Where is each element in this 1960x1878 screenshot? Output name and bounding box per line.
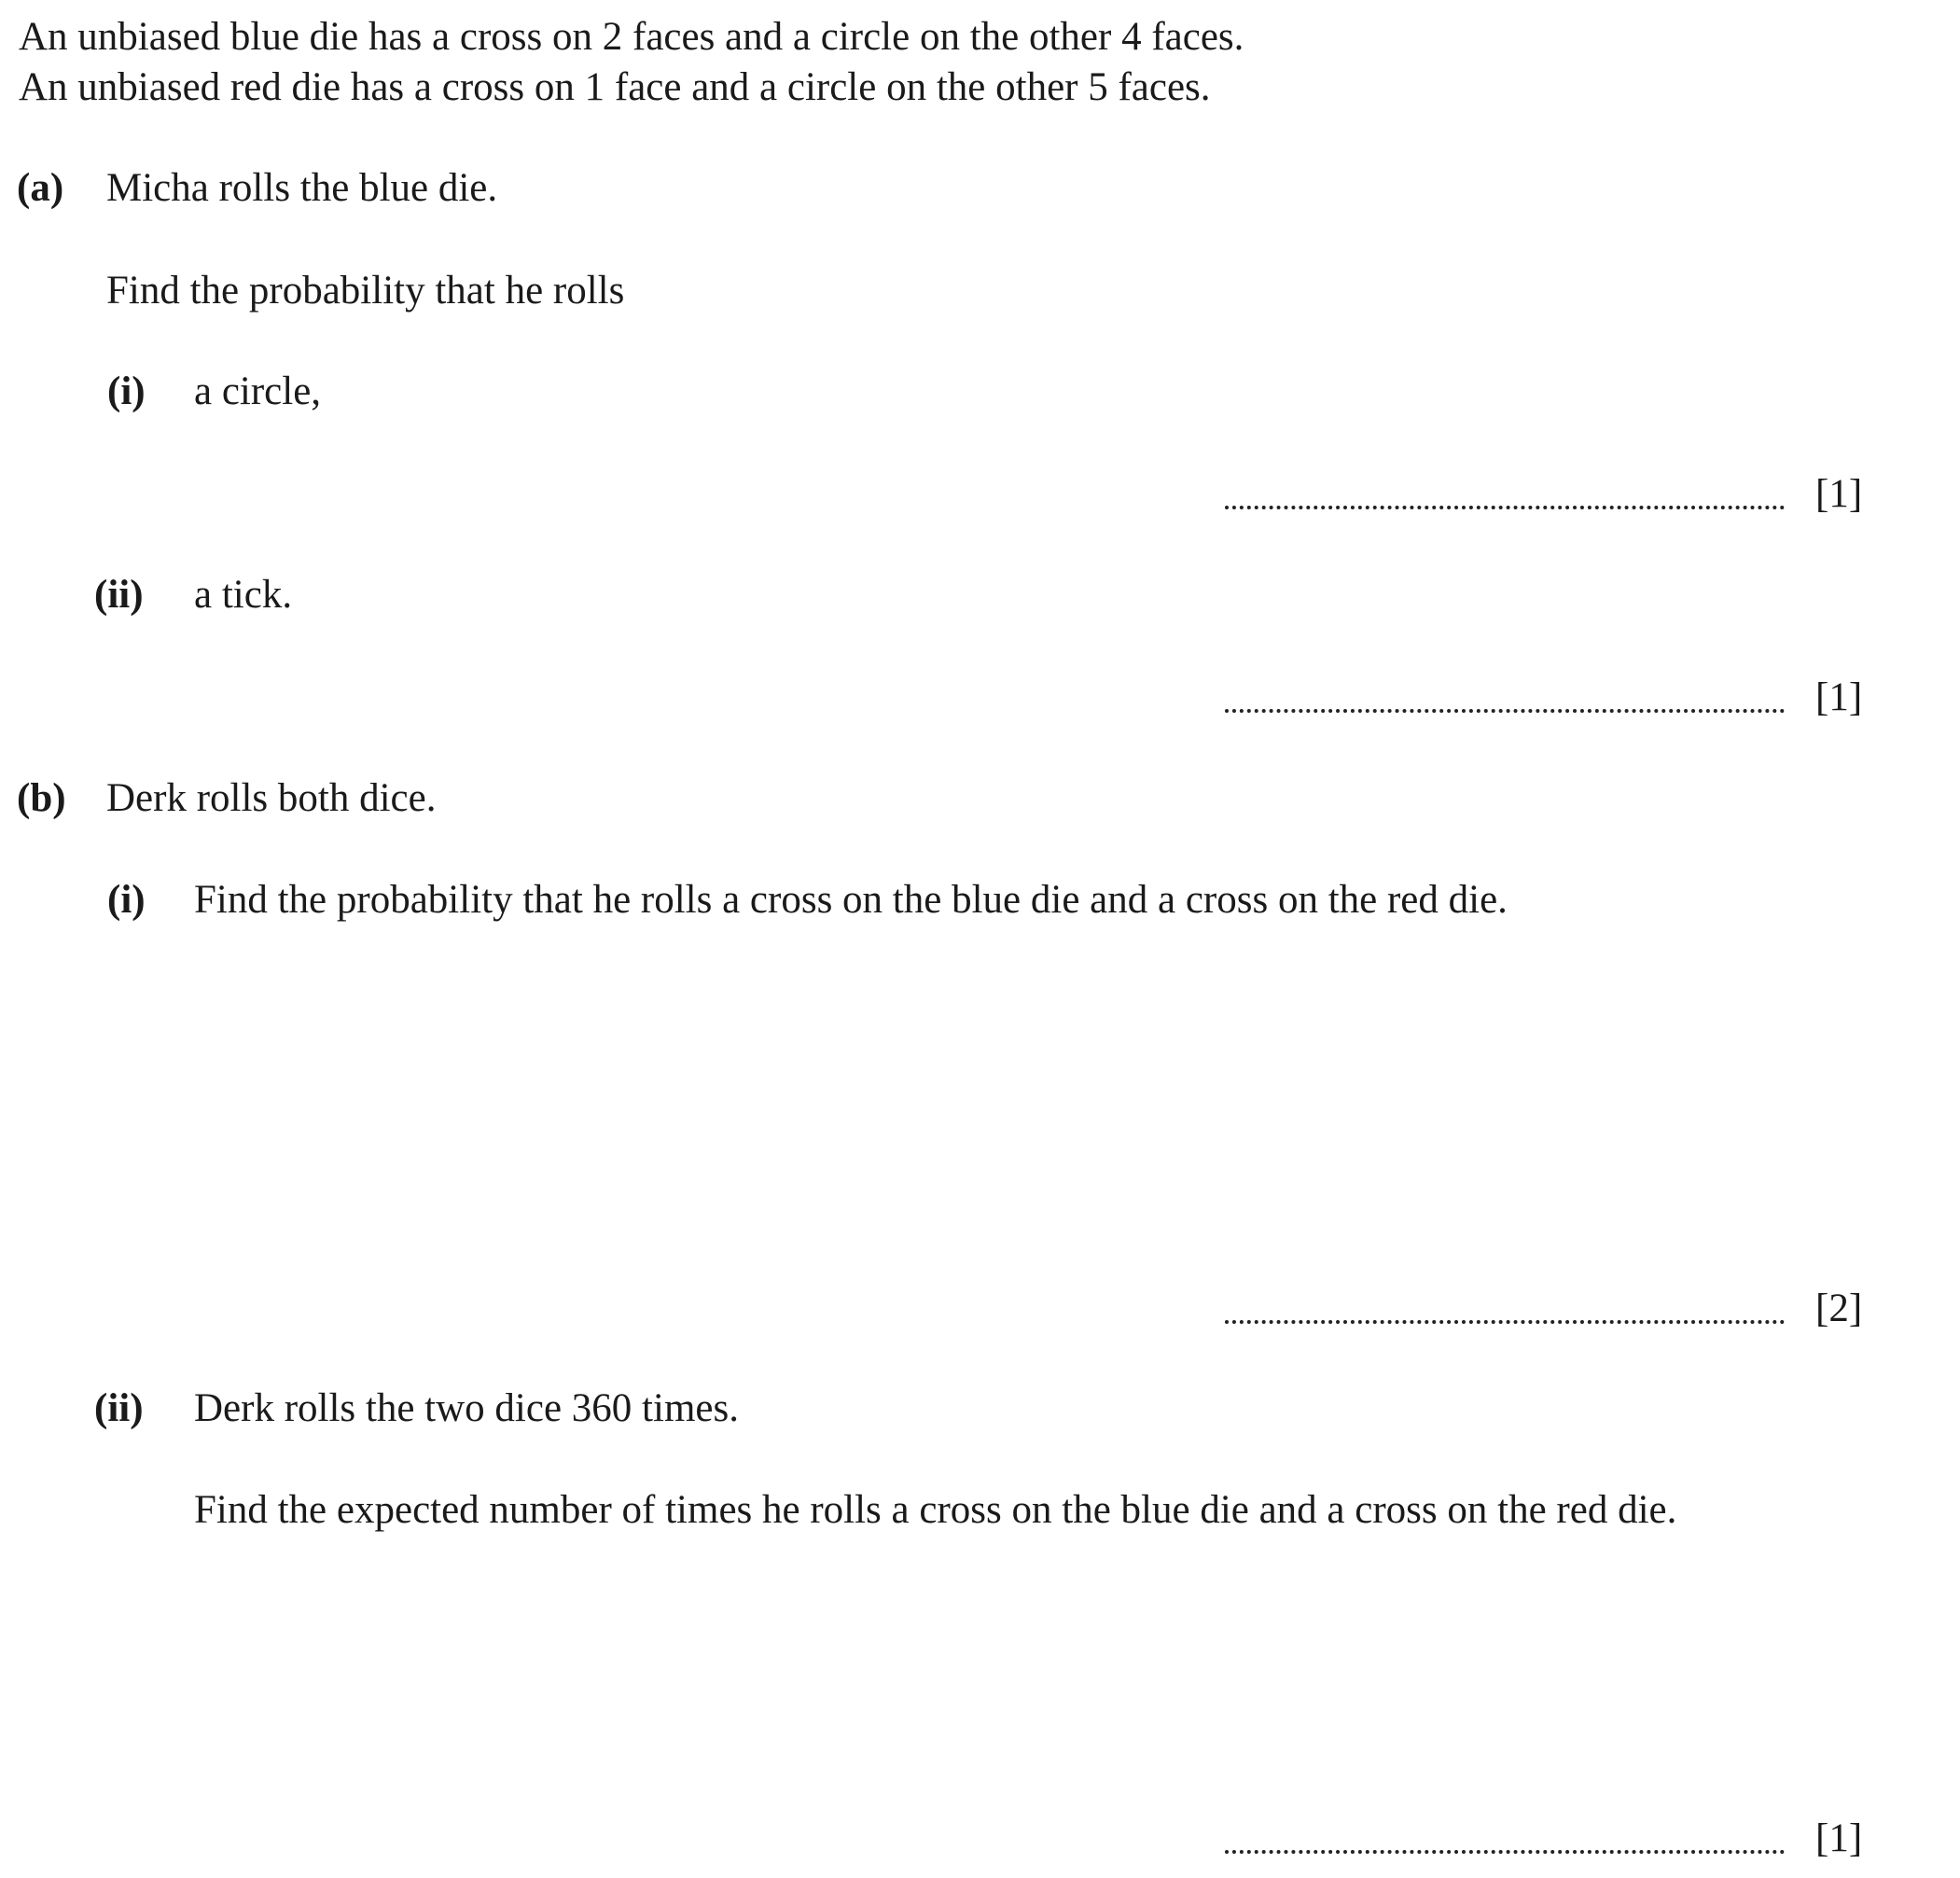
part-b-i-label: (i): [107, 878, 146, 922]
part-a-i-answer-line[interactable]: [1225, 506, 1785, 509]
part-b-label: (b): [17, 776, 66, 820]
part-b-ii-text: Derk rolls the two dice 360 times.: [194, 1386, 739, 1430]
part-b-ii-label: (ii): [94, 1386, 144, 1430]
part-a-i-text: a circle,: [194, 369, 322, 413]
part-a-ii-label: (ii): [94, 573, 144, 617]
part-a-instruction: Find the probability that he rolls: [106, 269, 625, 313]
intro-line-2: An unbiased red die has a cross on 1 face and a circle on the other 5 faces.: [19, 65, 1211, 109]
part-b-i-answer-line[interactable]: [1225, 1320, 1785, 1324]
part-b-ii-answer-line[interactable]: [1225, 1850, 1785, 1854]
part-b-text: Derk rolls both dice.: [106, 776, 437, 820]
part-b-ii-mark: [1]: [1815, 1816, 1863, 1860]
part-a-i-mark: [1]: [1815, 472, 1863, 516]
part-b-ii-instruction: Find the expected number of times he rolls a cross on the blue die and a cross on the red die.: [194, 1488, 1677, 1532]
part-a-text: Micha rolls the blue die.: [106, 166, 498, 210]
part-a-ii-mark: [1]: [1815, 675, 1863, 719]
part-b-i-mark: [2]: [1815, 1287, 1863, 1330]
part-a-label: (a): [17, 166, 64, 210]
part-b-i-text: Find the probability that he rolls a cross on the blue die and a cross on the red die.: [194, 878, 1508, 922]
part-a-ii-text: a tick.: [194, 573, 293, 617]
part-a-ii-answer-line[interactable]: [1225, 709, 1785, 713]
part-a-i-label: (i): [107, 369, 146, 413]
intro-line-1: An unbiased blue die has a cross on 2 faces and a circle on the other 4 faces.: [19, 15, 1244, 59]
